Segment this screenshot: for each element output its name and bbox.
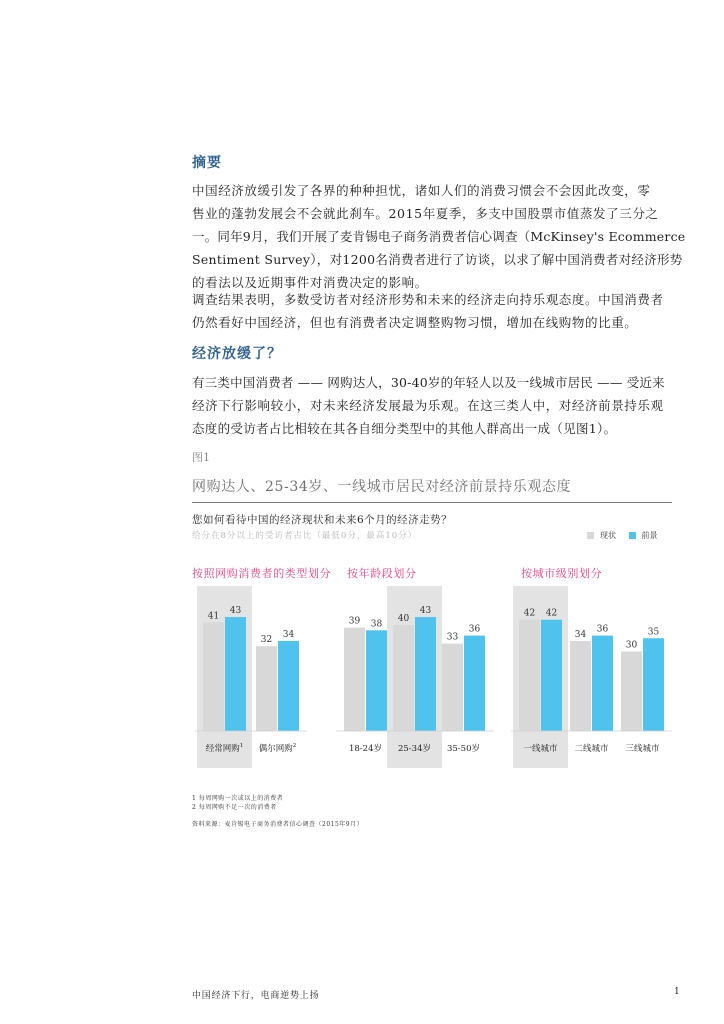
data-label: 34 bbox=[574, 629, 587, 640]
bar-current bbox=[621, 652, 642, 732]
category-label: 18-24岁 bbox=[348, 744, 383, 754]
category-label: 经常网购$^1$ bbox=[205, 743, 244, 754]
bar-outlook bbox=[415, 617, 436, 731]
data-label: 36 bbox=[468, 624, 481, 635]
bar-current bbox=[344, 628, 365, 731]
category-label: 一线城市 bbox=[523, 744, 558, 754]
bar-outlook bbox=[278, 641, 299, 731]
bar-current bbox=[203, 622, 224, 731]
data-label: 42 bbox=[523, 608, 536, 619]
category-label: 35-50岁 bbox=[446, 744, 481, 754]
text-line: 的看法以及近期事件对消费决定的影响。 bbox=[192, 275, 428, 290]
data-label: 33 bbox=[446, 632, 459, 643]
data-label: 38 bbox=[370, 619, 383, 630]
text-line: Sentiment Survey），对1200名消费者进行了访谈，以求了解中国消费者对经济形势 bbox=[192, 252, 683, 267]
data-label: 35 bbox=[647, 627, 660, 638]
text-line: 一。同年9月，我们开展了麦肯锡电子商务消费者信心调查（McKinsey's Ecommerce bbox=[192, 229, 686, 244]
bar-outlook bbox=[464, 636, 485, 731]
data-label: 39 bbox=[348, 616, 361, 627]
data-label: 41 bbox=[207, 611, 220, 622]
data-label: 32 bbox=[260, 635, 273, 646]
text-line: 态度的受访者占比相较在其各自细分类型中的其他人群高出一成（见图1）。 bbox=[192, 421, 617, 436]
data-label: 43 bbox=[419, 606, 432, 617]
chart-question: 您如何看待中国的经济现状和未来6个月的经济走势？ bbox=[192, 514, 453, 526]
bar-current bbox=[442, 644, 463, 731]
bar-outlook bbox=[643, 638, 664, 731]
page-number: 1 bbox=[674, 987, 680, 997]
category-label: 偶尔网购$^2$ bbox=[258, 743, 297, 754]
data-label: 36 bbox=[596, 624, 609, 635]
text-line: 仍然看好中国经济，但也有消费者决定调整购物习惯，增加在线购物的比重。 bbox=[192, 315, 638, 330]
bar-current bbox=[570, 641, 591, 731]
text-line: 售业的蓬勃发展会不会就此刹车。2015年夏季，多支中国股票市值蒸发了三分之 bbox=[192, 206, 659, 221]
text-line: 中国经济放缓引发了各界的种种担忧，诸如人们的消费习惯会不会因此改变，零 bbox=[192, 183, 651, 198]
category-label: 三线城市 bbox=[625, 744, 660, 754]
text-line: 有三类中国消费者 —— 网购达人，30-40岁的年轻人以及一线城市居民 —— 受近来 bbox=[192, 375, 665, 390]
bar-outlook bbox=[541, 620, 562, 731]
data-label: 34 bbox=[282, 629, 295, 640]
text-line: 调查结果表明，多数受访者对经济形势和未来的经济走向持乐观态度。中国消费者 bbox=[192, 292, 664, 307]
footnote-marker: 2 bbox=[292, 743, 297, 749]
section-heading-slowdown: 经济放缓了？ bbox=[192, 346, 282, 362]
footnote-2: 2 每周网购不足一次的消费者 bbox=[192, 804, 277, 811]
legend-label-current: 现状 bbox=[600, 531, 616, 540]
source-note: 资料来源：麦肯锡电子商务消费者信心调查（2015年9月） bbox=[192, 821, 364, 828]
chart-subtitle: 给分在8分以上的受访者占比（最低0分，最高10分） bbox=[192, 531, 418, 541]
legend-label-outlook: 前景 bbox=[641, 531, 658, 540]
footnote-1: 1 每周网购一次或以上的消费者 bbox=[192, 795, 284, 802]
bar-current bbox=[256, 646, 277, 731]
group-title-shopper-type: 按照网购消费者的类型划分 bbox=[192, 567, 332, 580]
category-label: 二线城市 bbox=[574, 744, 609, 754]
bar-outlook bbox=[366, 630, 387, 731]
category-label: 25-34岁 bbox=[397, 744, 432, 754]
bar-outlook bbox=[225, 617, 246, 731]
figure-title: 网购达人、25-34岁、一线城市居民对经济前景持乐观态度 bbox=[192, 479, 572, 495]
bar-outlook bbox=[592, 636, 613, 731]
footer-title: 中国经济下行，电商逆势上扬 bbox=[192, 991, 320, 1001]
text-line: 经济下行影响较小，对未来经济发展最为乐观。在这三类人中，对经济前景持乐观 bbox=[192, 398, 664, 413]
footnote-marker: 1 bbox=[239, 743, 244, 749]
group-title-age: 按年龄段划分 bbox=[347, 567, 417, 580]
figure-label: 图1 bbox=[192, 451, 210, 464]
data-label: 30 bbox=[625, 640, 638, 651]
data-label: 42 bbox=[545, 608, 558, 619]
data-label: 43 bbox=[229, 606, 242, 617]
group-title-city-tier: 按城市级别划分 bbox=[521, 567, 603, 580]
bar-current bbox=[393, 625, 414, 731]
section-heading-summary: 摘要 bbox=[192, 155, 222, 171]
bar-current bbox=[519, 620, 540, 731]
data-label: 40 bbox=[397, 614, 410, 624]
